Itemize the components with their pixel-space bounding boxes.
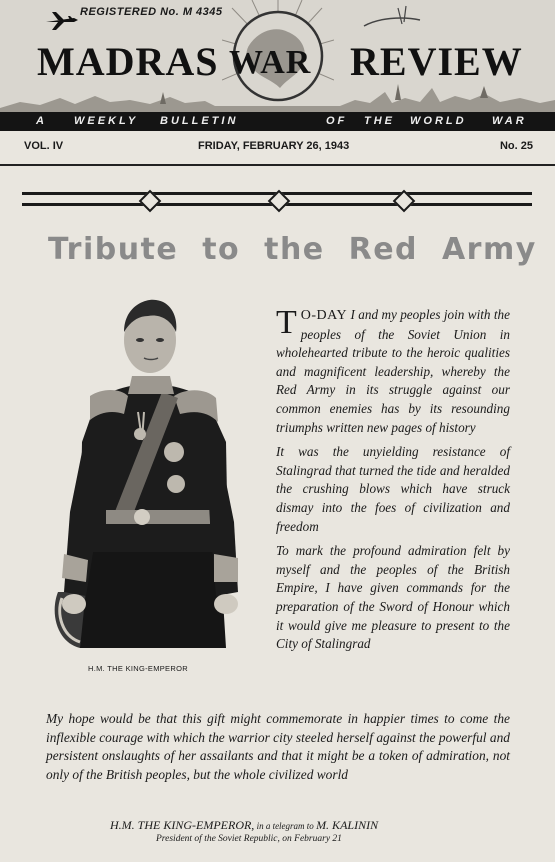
band-word: WEEKLY	[74, 115, 139, 127]
article-paragraph: It was the unyielding resistance of Stalingrad that turned the tide and heralded the crushing blows which have struck dismay into the foes of civilization and freedom	[276, 444, 510, 534]
band-word: WORLD	[410, 115, 467, 127]
king-emperor-portrait	[50, 292, 250, 654]
article-headline: Tribute to the Red Army	[48, 232, 537, 267]
issue-date: FRIDAY, FEBRUARY 26, 1943	[198, 140, 350, 152]
paragraph-text: I and my peoples join with the peoples of the Soviet Union in wholehearted tribute to the heroic qualities and magnificent leadership, whereby the Red Army in its struggle against our common enemies has by its resounding triumphs written new pages of history	[276, 307, 510, 435]
masthead	[0, 0, 555, 112]
band-word: THE	[364, 115, 395, 127]
band-word: A	[36, 115, 47, 127]
lead-caps: O-DAY	[300, 308, 348, 323]
band-word: OF	[326, 115, 348, 127]
registration-number: REGISTERED No. M 4345	[80, 6, 223, 18]
ornamental-divider	[22, 190, 532, 210]
attribution-subline: President of the Soviet Republic, on February 21	[156, 834, 342, 844]
attribution-connector: in a telegram to	[254, 821, 317, 831]
divider-rule	[0, 164, 555, 166]
band-word: BULLETIN	[160, 115, 239, 127]
article-paragraph	[276, 306, 510, 437]
bulletin-band	[0, 112, 555, 131]
masthead-title-war: WAR	[229, 44, 312, 81]
attribution-line	[110, 818, 510, 833]
issue-number: No. 25	[499, 140, 533, 152]
masthead-title-review: REVIEW	[350, 39, 523, 84]
attribution-recipient: M. KALININ	[316, 818, 379, 832]
volume-number: VOL. IV	[24, 140, 64, 152]
attribution-name: H.M. THE KING-EMPEROR,	[110, 818, 255, 832]
band-word: WAR	[492, 115, 527, 127]
issue-info-row	[0, 136, 555, 158]
article-paragraph-full-width: My hope would be that this gift might commemorate in happier times to come the inflexible courage with which the warrior city steeled herself against the powerful and persistent onslaughts of her assailants and that it might be a token of admiration, not only of the British peoples, but the whole civilized world	[46, 711, 510, 782]
airplane-icon	[44, 10, 80, 32]
photo-caption: H.M. THE KING-EMPEROR	[88, 664, 188, 673]
airship-sketch-icon	[358, 2, 428, 36]
article-body-column	[276, 306, 510, 660]
masthead-title-madras: MADRAS	[37, 39, 219, 84]
drop-cap: T	[276, 304, 297, 341]
article-paragraph: To mark the profound admiration felt by myself and the peoples of the British Empire, I have given commands for the preparation of the Sword of Honour which it would give me pleasure to present to the City of Stalingrad	[276, 543, 510, 652]
